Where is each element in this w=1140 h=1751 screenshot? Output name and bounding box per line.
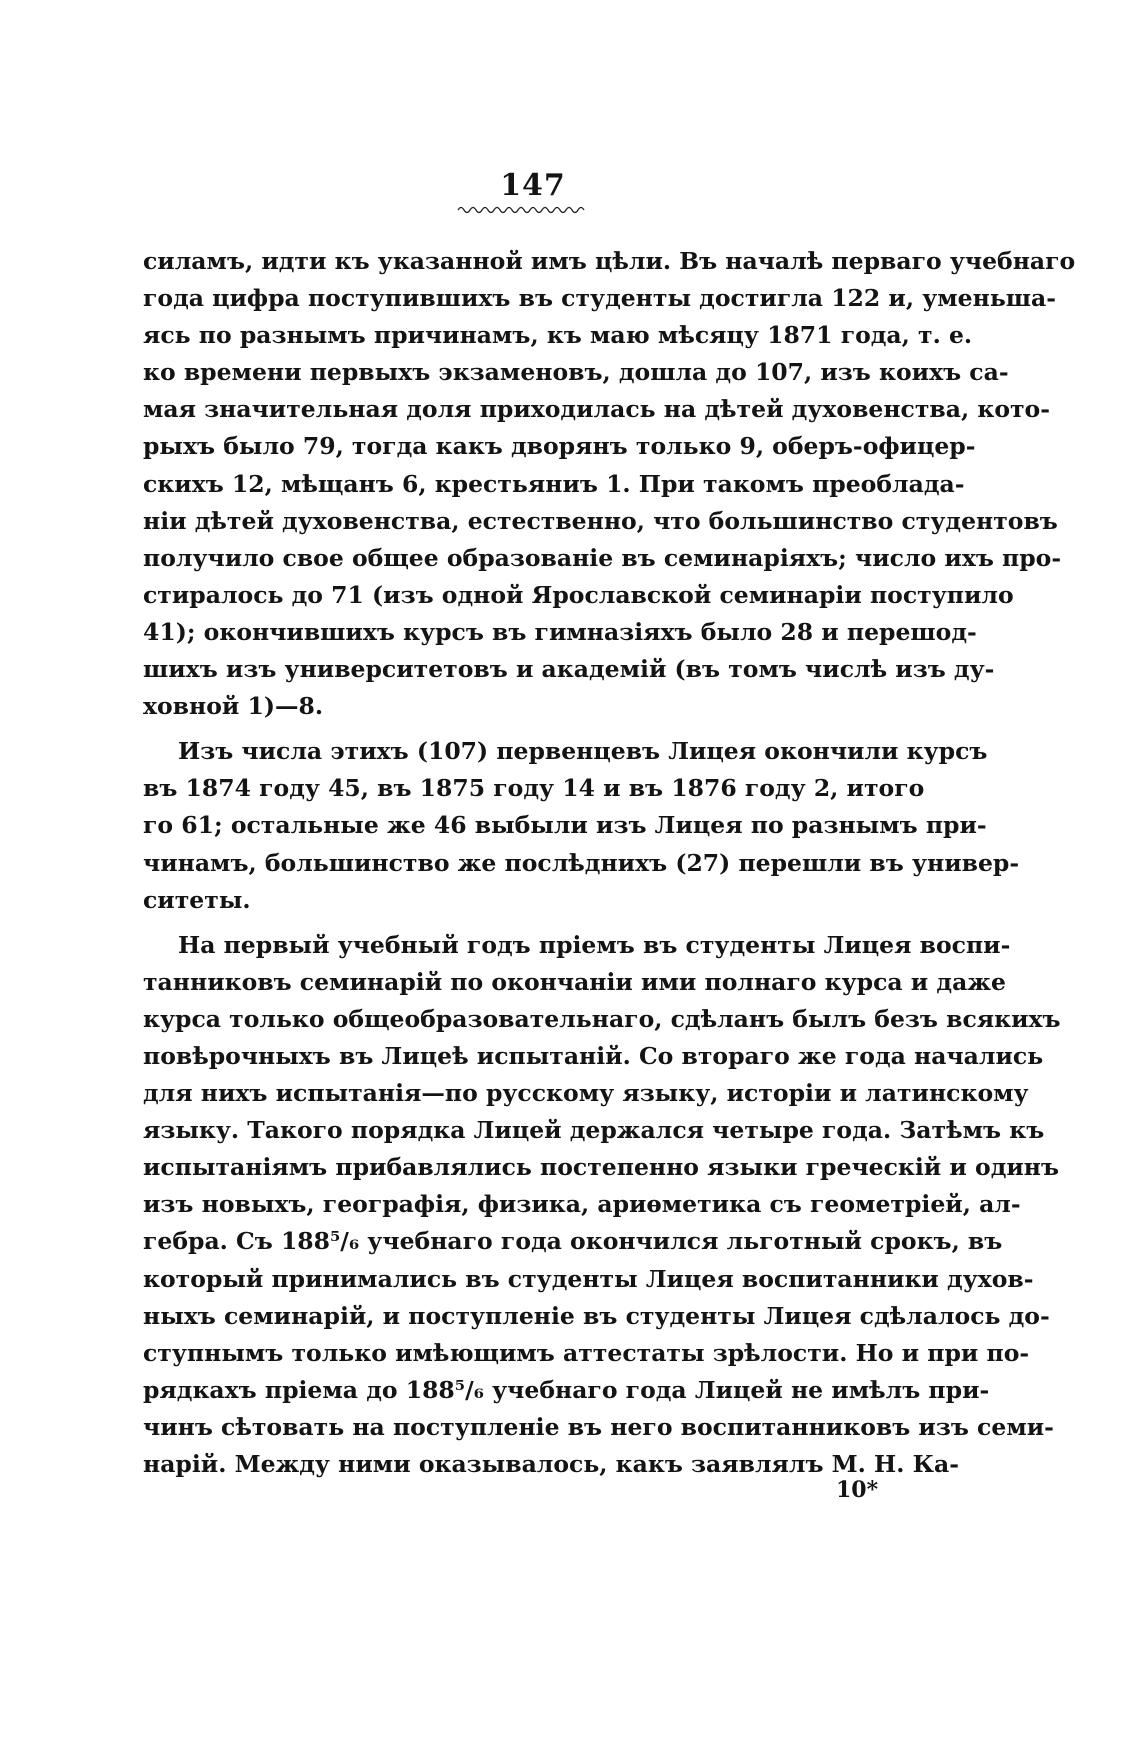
text-line: чинъ сѣтовать на поступленіе въ него воспитанниковъ изъ семи-	[143, 1412, 1054, 1441]
page-number: 147	[500, 168, 566, 203]
text-line: ныхъ семинарій, и поступленіе въ студенты Лицея сдѣлалось до-	[143, 1301, 1050, 1330]
text-line: танниковъ семинарій по окончаніи ими полнаго курса и даже	[143, 967, 1006, 996]
text-line: ко времени первыхъ экзаменовъ, дошла до 107, изъ коихъ са-	[143, 358, 1009, 387]
text-line: На первый учебный годъ пріемъ въ студенты Лицея воспи-	[178, 930, 1011, 959]
text-line: мая значительная доля приходилась на дѣтей духовенства, кото-	[143, 395, 1050, 424]
text-line: ситеты.	[143, 885, 251, 914]
body-text	[143, 243, 1076, 1483]
text-line: шихъ изъ университетовъ и академій (въ томъ числѣ изъ ду-	[143, 655, 995, 684]
text-line: языку. Такого порядка Лицей держался четыре года. Затѣмъ къ	[143, 1116, 1045, 1145]
text-line: повѣрочныхъ въ Лицеѣ испытаній. Со втораго же года начались	[143, 1041, 1044, 1070]
text-line: ступнымъ только имѣющимъ аттестаты зрѣлости. Но и при по-	[143, 1338, 1030, 1367]
text-line: гебра. Съ 188⁵/₆ учебнаго года окончился льготный срокъ, въ	[143, 1227, 1003, 1256]
paragraph	[143, 243, 1076, 725]
text-line: курса только общеобразовательнаго, сдѣланъ былъ безъ всякихъ	[143, 1004, 1061, 1033]
text-line: нарій. Между ними оказывалось, какъ заявлялъ М. Н. Ка-	[143, 1450, 959, 1478]
text-line: испытаніямъ прибавлялись постепенно языки греческій и одинъ	[143, 1153, 1060, 1182]
text-line: ясь по разнымъ причинамъ, къ маю мѣсяцу 1871 года, т. е.	[143, 321, 973, 350]
text-line: получило свое общее образованіе въ семинаріяхъ; число ихъ про-	[143, 543, 1062, 572]
text-line: рыхъ было 79, тогда какъ дворянъ только 9, оберъ-офицер-	[143, 432, 976, 461]
text-line: изъ новыхъ, географія, физика, ариѳметика съ геометріей, ал-	[143, 1190, 1021, 1219]
text-line: силамъ, идти къ указанной имъ цѣли. Въ началѣ перваго учебнаго	[143, 247, 1076, 275]
wavy-rule-ornament	[458, 204, 588, 214]
text-line: въ 1874 году 45, въ 1875 году 14 и въ 1876 году 2, итого	[143, 774, 925, 803]
text-line: рядкахъ пріема до 188⁵/₆ учебнаго года Лицей не имѣлъ при-	[143, 1375, 990, 1404]
text-line: ховной 1)—8.	[143, 692, 324, 721]
text-line: который принимались въ студенты Лицея воспитанники духов-	[143, 1264, 1034, 1293]
text-line: го 61; остальные же 46 выбыли изъ Лицея по разнымъ при-	[143, 811, 987, 840]
printer-signature-mark: 10*	[836, 1477, 879, 1503]
text-line: для нихъ испытанія—по русскому языку, исторіи и латинскому	[143, 1079, 1029, 1108]
text-line: Изъ числа этихъ (107) первенцевъ Лицея окончили курсъ	[178, 737, 988, 766]
paragraph	[143, 733, 1020, 918]
text-line: чинамъ, большинство же послѣднихъ (27) перешли въ универ-	[143, 848, 1020, 877]
text-line: ніи дѣтей духовенства, естественно, что большинство студентовъ	[143, 506, 1058, 535]
text-line: 41); окончившихъ курсъ въ гимназіяхъ было 28 и перешод-	[143, 617, 977, 646]
text-line: года цифра поступившихъ въ студенты достигла 122 и, уменьша-	[143, 284, 1057, 313]
paragraph	[143, 927, 1061, 1483]
text-line: стиралось до 71 (изъ одной Ярославской семинаріи поступило	[143, 580, 1014, 609]
text-line: скихъ 12, мѣщанъ 6, крестьяниъ 1. При такомъ преоблада-	[143, 469, 965, 498]
